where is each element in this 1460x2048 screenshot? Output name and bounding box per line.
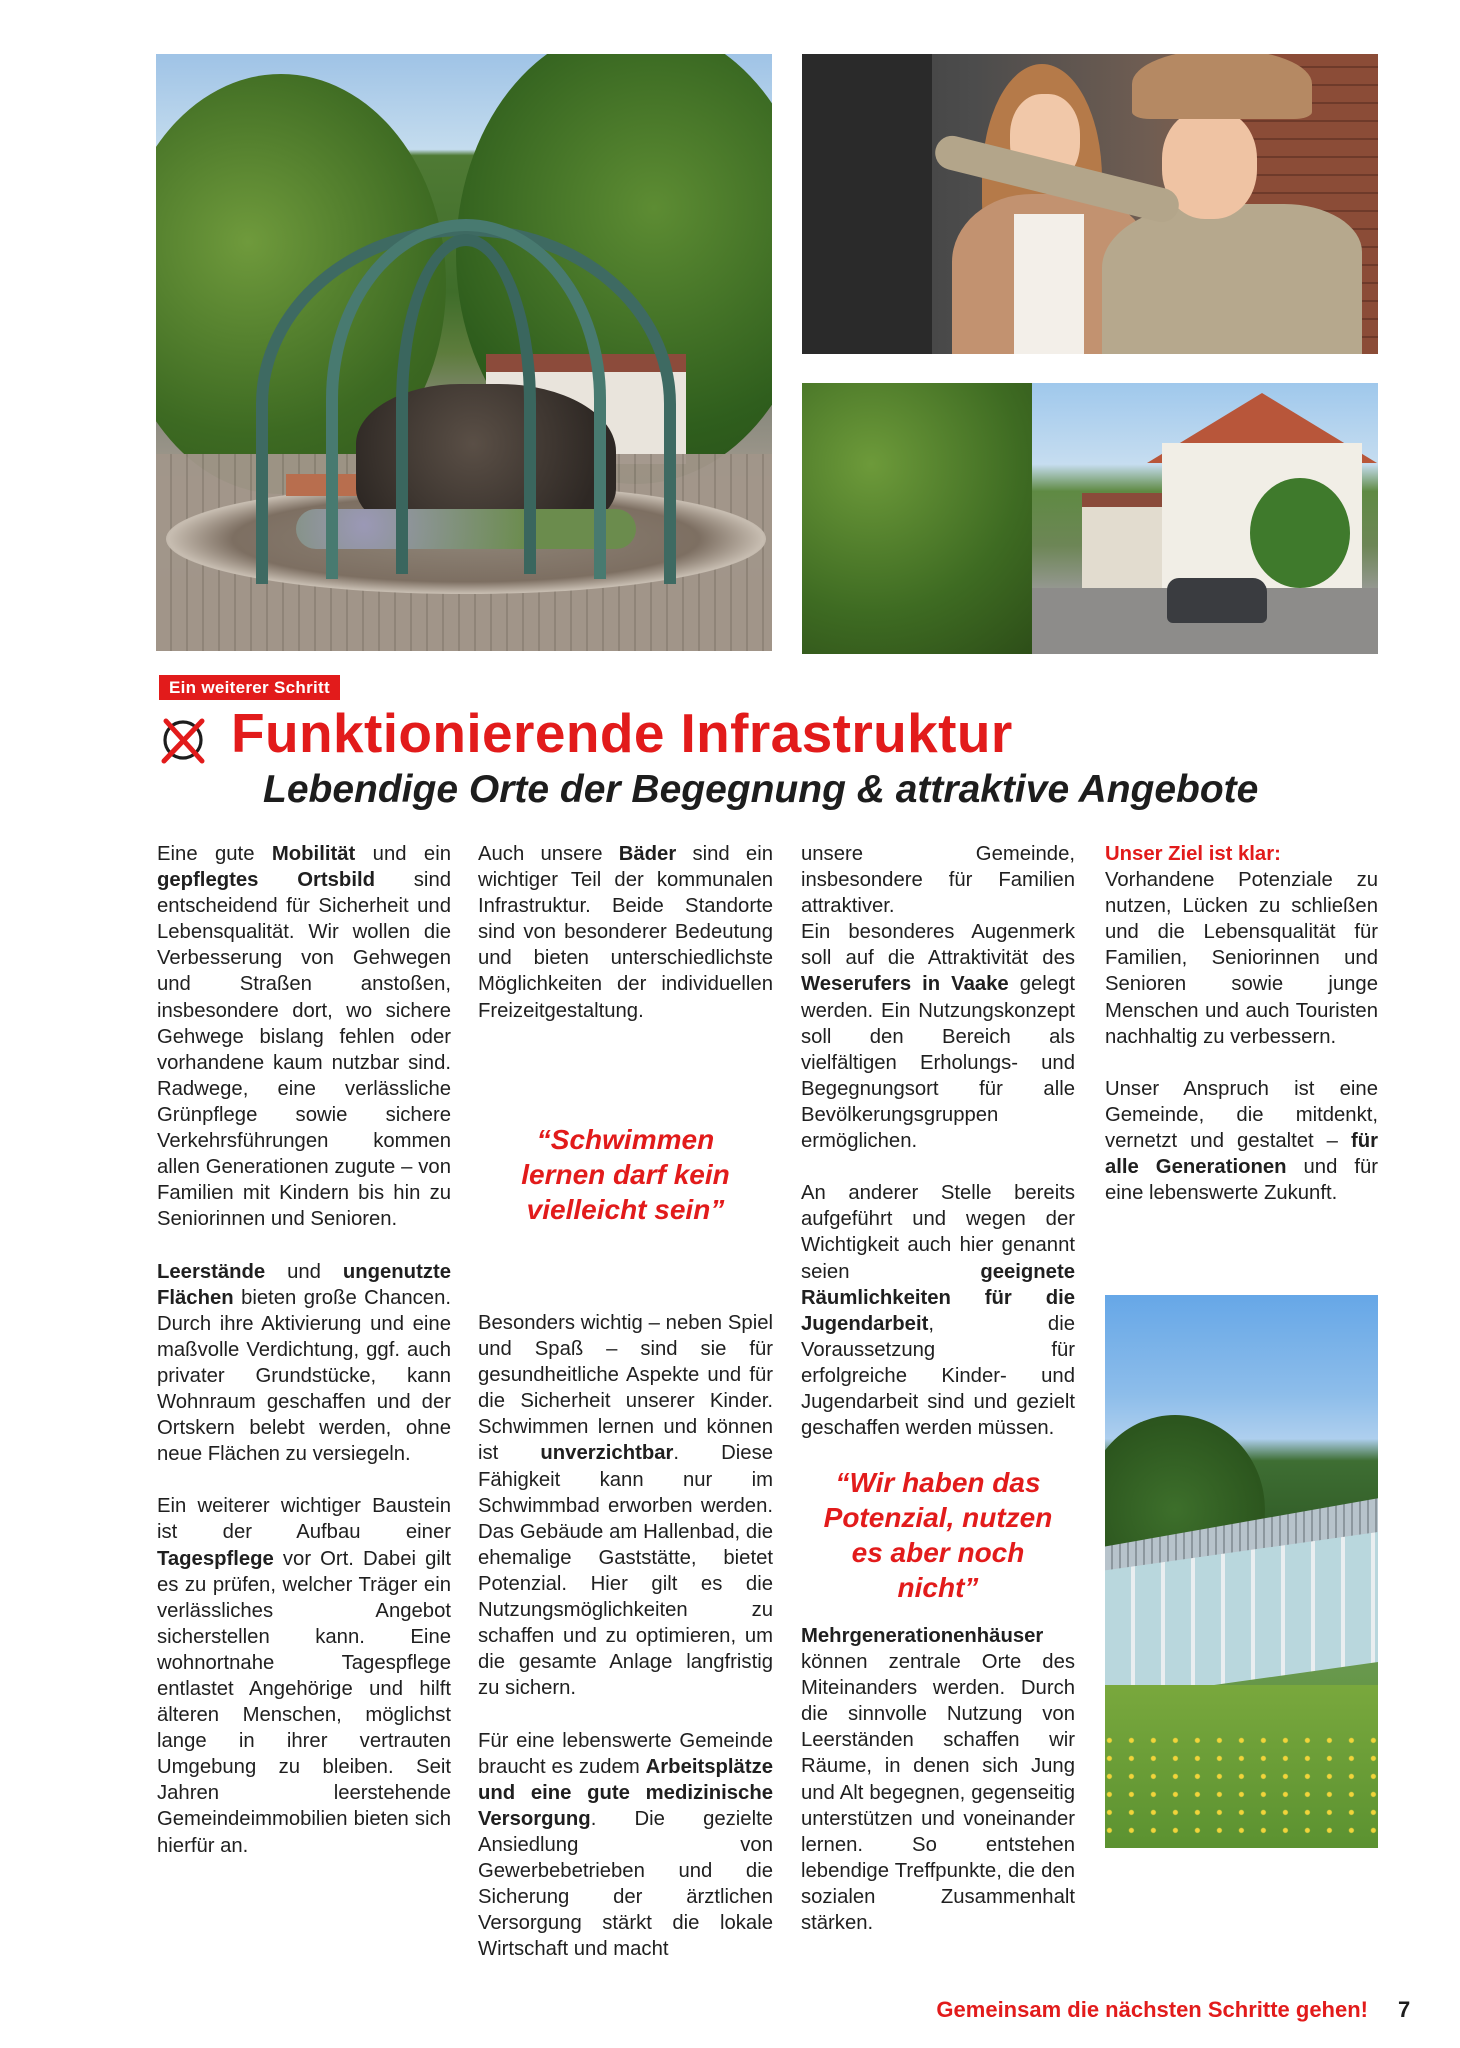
page-number: 7 — [1398, 1997, 1411, 2022]
bold-phrase: unverzichtbar — [540, 1442, 674, 1465]
text-run: , die Voraussetzung für erfolgreiche Kinder- und Jugendarbeit sind und gezielt geschaffen werden müssen. — [801, 1312, 1075, 1440]
text-run: An anderer Stelle bereits aufgeführt und wegen der Wichtigkeit auch hier genannt seien — [801, 1182, 1075, 1283]
bold-phrase: gepflegtes Ortsbild — [157, 869, 375, 892]
text-run: können zentrale Orte des Miteinanders werden. Durch die sinnvolle Nutzung von Leerständen schaffen wir Räume, in denen sich Jung und Alt begegnen, gegenseitig unterstützen und voneinander lernen. So entstehen lebendige Treffpunkte, die den sozialen Zusammenhalt stärken. — [801, 1651, 1075, 1935]
bold-phrase: ungenutzte Flächen — [157, 1260, 451, 1309]
text-column-4 — [1105, 841, 1378, 1206]
paragraph-jobs-medical — [478, 1728, 773, 1963]
woman-top — [1014, 214, 1084, 354]
ivy-foliage — [802, 383, 1032, 654]
man-jacket — [1102, 204, 1362, 354]
paragraph-youth — [801, 1180, 1075, 1441]
paragraph-multigeneration — [801, 1623, 1075, 1936]
man-hat — [1132, 54, 1312, 119]
door — [802, 54, 932, 354]
text-column-3 — [801, 841, 1075, 1441]
text-run: sind entscheidend für Sicherheit und Lebensqualität. Wir wollen die Verbesserung von Gehwegen und Straßen anstoßen, insbesondere dort, wo sichere Gehwege bislang fehlen oder vorhandene kaum nutzbar sind. Radwege, eine verlässliche Grünpflege sowie sichere Verkehrsführungen kommen allen Generationen zugute – von Familien mit Kindern bis hin zu Seniorinnen und Senioren. — [157, 869, 451, 1231]
text-run: vor Ort. Dabei gilt es zu prüfen, welcher Träger ein verlässliches Angebot sicherstellen kann. Eine wohnortnahe Tagespflege entlastet Angehörige und hilft älteren Menschen, möglichst lange in ihrer vertrauten Umgebung zu bleiben. Seit Jahren leerstehende Gemeindeimmobilien bieten sich hierfür an. — [157, 1547, 451, 1857]
bold-phrase: Arbeitsplätze und eine gute medizinische Versorgung — [478, 1755, 773, 1830]
house-small — [1082, 493, 1172, 593]
bold-phrase: Mobilität — [271, 843, 356, 865]
text-run: und ein — [355, 843, 451, 865]
text-run: unsere Gemeinde, insbesondere für Familien attraktiver. — [801, 843, 1075, 918]
pull-quote-potential — [801, 1465, 1075, 1605]
bold-phrase: geeignete Räumlichkeiten für die Jugendarbeit — [801, 1260, 1075, 1335]
text-run: . Die gezielte Ansiedlung von Gewerbebetrieben und die Sicherung der ärztlichen Versorgung stärkt die lokale Wirtschaft und macht — [478, 1807, 773, 1961]
quote-line: “Schwimmen — [536, 1124, 715, 1155]
text-run: Für eine lebenswerte Gemeinde braucht es zudem — [478, 1729, 773, 1778]
paragraph-claim — [1105, 1076, 1378, 1206]
paragraph-mobility — [157, 841, 451, 1232]
pull-quote-swimming — [478, 1122, 773, 1227]
bold-phrase: Weserufers in Vaake — [801, 973, 1009, 996]
dandelions — [1105, 1735, 1378, 1845]
two-young-people-photo — [802, 54, 1378, 354]
quote-line: lernen darf kein — [521, 1159, 730, 1190]
bold-phrase: Tagespflege — [157, 1547, 274, 1570]
goal-heading: Unser Ziel ist klar: — [1105, 843, 1281, 865]
paragraph-pools — [478, 841, 773, 1024]
quote-line: “Wir haben das — [835, 1467, 1041, 1498]
headline: Funktionierende Infrastruktur — [231, 702, 1013, 764]
text-run: Auch unsere — [478, 843, 619, 865]
bold-phrase: Mehrgenerationenhäuser — [801, 1625, 1044, 1647]
text-run: gelegt werden. Ein Nutzungskonzept soll den Bereich als vielfältigen Erholungs- und Begegnungsort für alle Bevölkerungsgruppen ermöglichen. — [801, 973, 1075, 1153]
quote-line: vielleicht sein” — [526, 1194, 725, 1225]
bold-phrase: für alle Generationen — [1105, 1130, 1378, 1179]
section-kicker: Ein weiterer Schritt — [159, 675, 340, 700]
text-column-2 — [478, 841, 773, 1024]
paragraph-families — [801, 841, 1075, 919]
street-tree — [1250, 478, 1350, 588]
indoor-pool-building-photo — [1105, 1295, 1378, 1848]
fir-arch — [396, 234, 536, 574]
text-column-1 — [157, 841, 451, 1859]
text-column-3-lower — [801, 1623, 1075, 1936]
text-run: Unser Anspruch ist eine Gemeinde, die mitdenkt, vernetzt und gestaltet – — [1105, 1077, 1378, 1153]
text-run: Ein weiterer wichtiger Baustein ist der Aufbau einer — [157, 1495, 451, 1544]
bold-phrase: Leerstände — [157, 1260, 266, 1283]
quote-line: nicht” — [897, 1572, 979, 1603]
text-run: und für eine lebenswerte Zukunft. — [1105, 1156, 1378, 1205]
text-column-2-lower — [478, 1310, 773, 1962]
text-run: Besonders wichtig – neben Spiel und Spaß – sind sie für gesundheitliche Aspekte und für die Sicherheit unserer Kinder. Schwimmen lernen und können ist — [478, 1312, 773, 1465]
village-street-photo — [802, 383, 1378, 654]
text-run: . Diese Fähigkeit kann nur im Schwimmbad erworben werden. Das Gebäude am Hallenbad, die ehemalige Gaststätte, bietet Potenzial. Hier gilt es die Nutzungsmöglichkeiten zu schaffen und zu optimieren, um die gesamte Anlage langfristig zu sichern. — [478, 1442, 774, 1700]
text-run: und — [265, 1260, 343, 1283]
text-run: Ein besonderes Augenmerk soll auf die Attraktivität des — [801, 921, 1075, 970]
ballot-cross-icon — [158, 715, 208, 765]
fountain-square-photo — [156, 54, 772, 651]
text-run: Eine gute — [157, 843, 272, 865]
quote-line: es aber noch — [851, 1537, 1025, 1568]
paragraph-vacancies — [157, 1259, 451, 1468]
paragraph-weser — [801, 919, 1075, 1154]
text-run: bieten große Chancen. Durch ihre Aktivierung und eine maßvolle Verdichtung, ggf. auch privater Grundstücke, kann Wohnraum geschaffen und der Ortskern belebt werden, ohne neue Flächen zu versiegeln. — [157, 1286, 451, 1466]
quote-line: Potenzial, nutzen — [823, 1502, 1053, 1533]
paragraph-goal — [1105, 867, 1378, 1050]
subheadline: Lebendige Orte der Begegnung & attraktive Angebote — [263, 768, 1259, 811]
bold-phrase: Bäder — [618, 843, 677, 865]
footer-slogan: Gemeinsam die nächsten Schritte gehen! — [936, 1997, 1368, 2022]
text-run: sind ein wichtiger Teil der kommunalen Infrastruktur. Beide Standorte sind von besonderer Bedeutung und bieten unterschiedlichste Möglichkeiten der individuellen Freizeitgestaltung. — [478, 843, 773, 1022]
parked-car — [1167, 578, 1267, 623]
text-run: Vorhandene Potenziale zu nutzen, Lücken zu schließen und die Lebensqualität für Familien, Seniorinnen und Senioren sowie junge Menschen und auch Touristen nachhaltig zu verbessern. — [1105, 869, 1378, 1048]
paragraph-swim-safety — [478, 1310, 773, 1701]
paragraph-day-care — [157, 1493, 451, 1858]
